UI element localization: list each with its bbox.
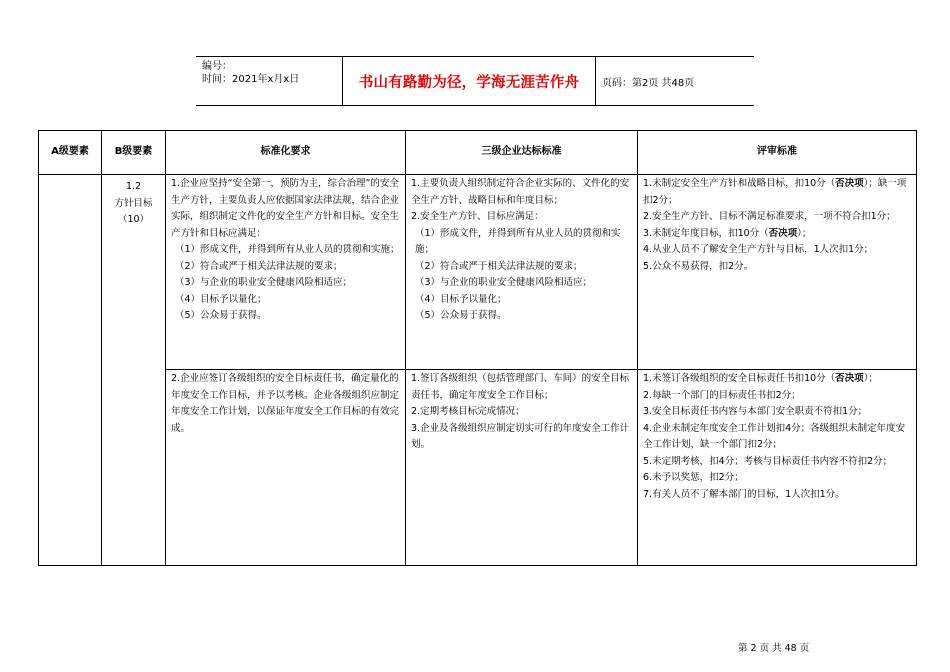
std-cell xyxy=(166,175,406,370)
level3-item: （1）形成文件，并得到所有从业人员的贯彻和实施； xyxy=(415,227,621,255)
review-text: 1.未签订各级组织的安全目标责任书扣10分（ xyxy=(643,373,836,384)
review-item: 7.有关人员不了解本部门的目标，1人次扣1分。 xyxy=(643,488,845,500)
header-info xyxy=(196,57,342,105)
level3-cell xyxy=(406,370,638,566)
review-text: ）； xyxy=(797,227,812,239)
review-item: 4.企业未制定年度安全工作计划扣4分；各级组织未制定年度安全工作计划，缺一个部门扣2分； xyxy=(643,422,906,450)
review-item: 6.未予以奖惩，扣2分； xyxy=(643,472,744,483)
review-cell xyxy=(638,370,917,566)
standards-table xyxy=(38,130,917,566)
b-element-score: （10） xyxy=(117,214,150,225)
page-footer: 第 2 页 共 48 页 xyxy=(738,643,810,654)
col-header-b: B级要素 xyxy=(102,131,166,175)
col-header-a: A级要素 xyxy=(39,131,102,175)
level3-cell xyxy=(406,175,638,370)
review-item xyxy=(643,176,911,209)
level3-text: 1.签订各级组织（包括管理部门、车间）的安全目标责任书，确定年度安全工作目标； xyxy=(411,373,630,401)
review-text: 1.未制定安全生产方针和战略目标，扣10分（ xyxy=(643,178,836,189)
level3-item: （3）与企业的职业安全健康风险相适应； xyxy=(415,277,593,288)
header-motto: 书山有路勤为径，学海无涯苦作舟 xyxy=(358,74,580,91)
review-item: 5.未定期考核，扣4分；考核与目标责任书内容不符扣2分； xyxy=(643,455,893,467)
b-element-num: 1.2 xyxy=(125,181,142,192)
veto-label: 否决项 xyxy=(768,227,798,239)
review-cell xyxy=(638,175,917,370)
std-item: （2）符合或严于相关法律法规的要求； xyxy=(175,260,343,272)
review-item xyxy=(643,371,911,388)
review-text: ）；缺一项扣2分； xyxy=(643,178,907,206)
std-text: 1.企业应坚持“安全第一，预防为主，综合治理”的安全生产方针，主要负责人应依据国家法律法规，结合企业实际，组织制定文件化的安全生产方针和目标。安全生产方针和目标应满足： xyxy=(171,178,400,239)
a-element-cell xyxy=(39,175,102,566)
std-text: 2.企业应签订各级组织的安全目标责任书，确定量化的年度安全工作目标，并予以考核。企业各级组织应制定年度安全工作计划，以保证年度安全工作目标的有效完成。 xyxy=(171,373,400,434)
col-header-std: 标准化要求 xyxy=(166,131,406,175)
header-number: 编号： xyxy=(202,61,232,72)
review-item: 2.每缺一个部门的目标责任书扣2分； xyxy=(643,389,801,401)
level3-item: （4）目标予以量化； xyxy=(415,293,507,305)
level3-text: 3.企业及各级组织应制定切实可行的年度安全工作计划。 xyxy=(411,422,630,450)
header-time: 时间：2021年x月x日 xyxy=(202,74,300,85)
level3-item: （5）公众易于获得。 xyxy=(415,310,507,321)
table-header-row xyxy=(39,131,917,175)
std-item: （4）目标予以量化； xyxy=(175,293,267,305)
std-item: （1）形成文件，并得到所有从业人员的贯彻和实施； xyxy=(175,244,400,255)
review-item: 3.安全目标责任书内容与本部门安全职责不符扣1分； xyxy=(643,406,868,417)
std-item: （3）与企业的职业安全健康风险相适应； xyxy=(175,277,353,288)
review-item: 2.安全生产方针、目标不满足标准要求，一项不符合扣1分； xyxy=(643,211,896,222)
level3-item: （2）符合或严于相关法律法规的要求； xyxy=(415,260,583,272)
col-header-review: 评审标准 xyxy=(638,131,917,175)
table-row xyxy=(39,175,917,370)
review-item xyxy=(643,226,911,243)
review-item: 4.从业人员不了解安全生产方针与目标，1人次扣1分； xyxy=(643,244,874,255)
std-item: （5）公众易于获得。 xyxy=(175,310,267,321)
review-item: 5.公众不易获得，扣2分。 xyxy=(643,260,754,272)
std-cell xyxy=(166,370,406,566)
level3-text: 2.安全生产方针、目标应满足： xyxy=(411,211,544,222)
page-header xyxy=(196,56,754,106)
header-page: 页码：第2页 共48页 xyxy=(602,77,695,89)
veto-label: 否决项 xyxy=(835,178,864,189)
review-text: 3.未制定年度目标，扣10分（ xyxy=(643,227,769,239)
b-element-name: 方针目标 xyxy=(114,197,153,209)
level3-text: 1.主要负责人组织制定符合企业实际的、文件化的安全生产方针、战略目标和年度目标； xyxy=(411,178,630,206)
veto-label: 否决项 xyxy=(835,373,864,384)
level3-text: 2.定期考核目标完成情况； xyxy=(411,406,525,417)
col-header-level3: 三级企业达标标准 xyxy=(406,131,638,175)
b-element-cell xyxy=(102,175,166,566)
header-motto-cell xyxy=(342,57,596,105)
review-text: ）； xyxy=(863,373,878,384)
table-row xyxy=(39,370,917,566)
